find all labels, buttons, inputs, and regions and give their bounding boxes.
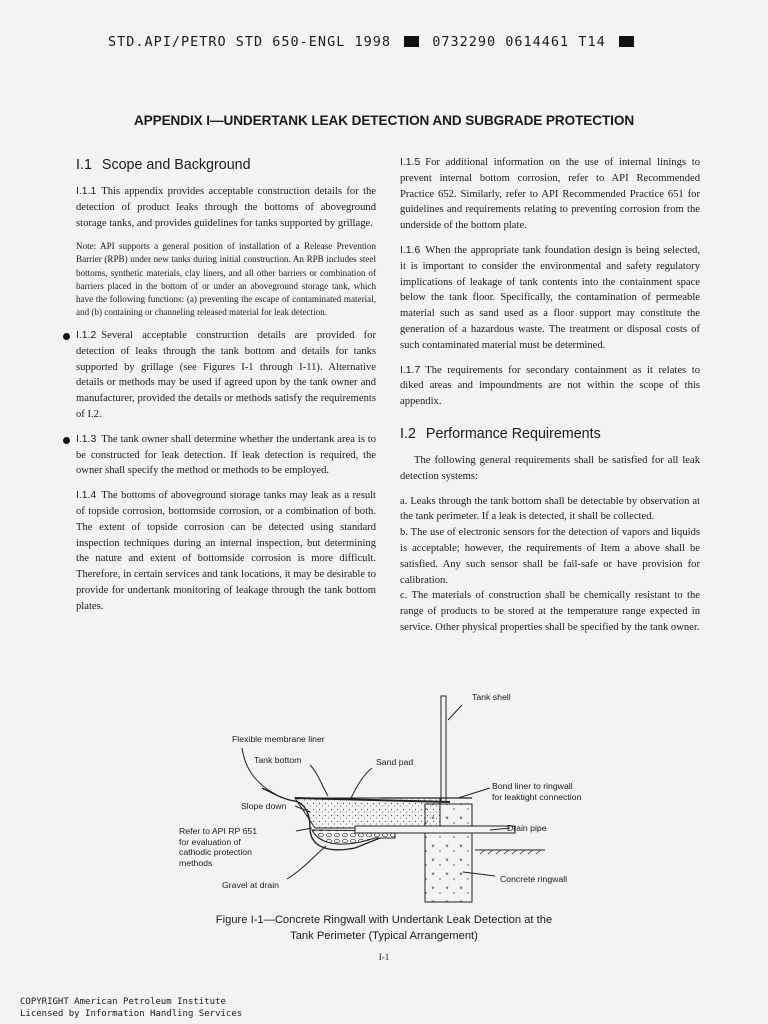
leader-tank-bottom bbox=[310, 765, 328, 796]
label-bond-liner bbox=[492, 781, 581, 802]
label-line: methods bbox=[179, 857, 213, 868]
figure-caption bbox=[0, 912, 768, 944]
paragraph-id: I.1.6 bbox=[400, 244, 421, 256]
footer-line: Licensed by Information Handling Services bbox=[20, 1008, 243, 1019]
paragraph-i-1-7 bbox=[400, 363, 700, 410]
leader-gravel bbox=[287, 846, 326, 879]
paragraph-i-1-4 bbox=[76, 488, 376, 614]
paragraph-text: Several acceptable construction details are provided for detection of leaks through the tank bottom and details for tanks supported by grillage (see Figures I-1 through I-11). Alternative details or methods may be used if agreed upon by the tank owner and manufacturer, provided the details or methods satisfy the requirements of I.2. bbox=[76, 329, 376, 420]
concrete-ringwall-block bbox=[425, 804, 472, 902]
label-refer-api bbox=[179, 826, 257, 868]
paragraph-text: This appendix provides acceptable construction details for the detection of product leaks through the bottoms of aboveground storage tanks, and provides guidelines for tanks supported by grillage. bbox=[76, 186, 376, 229]
figure-i-1 bbox=[150, 688, 610, 903]
paragraph-text: The requirements for secondary containment as it relates to diked areas and impoundments are not within the scope of this appendix. bbox=[400, 364, 700, 408]
header-block-mark bbox=[404, 36, 419, 47]
section-title: Scope and Background bbox=[101, 157, 251, 173]
paragraph-id: I.1.2 bbox=[76, 329, 97, 341]
section-number: I.2 bbox=[400, 425, 416, 442]
paragraph-i-1-3 bbox=[76, 432, 376, 479]
section-heading-scope bbox=[76, 155, 376, 175]
page-number: I-1 bbox=[378, 952, 390, 962]
paragraph-i-1-2 bbox=[76, 328, 376, 423]
leader-sand-pad bbox=[350, 768, 372, 800]
requirement-a: a. Leaks through the tank bottom shall be detectable by observation at the tank perimeter. If a leak is detected, it shall be collected. bbox=[400, 495, 700, 523]
footer-line: COPYRIGHT American Petroleum Institute bbox=[20, 997, 226, 1007]
paragraph-id: I.1.7 bbox=[400, 364, 421, 376]
requirement-c: c. The materials of construction shall be chemically resistant to the range of products to be stored at the temperature range expected in service. Other physical properties shall be specified by the tank owner. bbox=[400, 590, 700, 633]
paragraph-id: I.1.4 bbox=[76, 490, 97, 502]
label-line: Refer to API RP 651 bbox=[179, 826, 258, 836]
paragraph-i-1-1 bbox=[76, 184, 376, 231]
paragraph-id: I.1.3 bbox=[76, 433, 97, 445]
change-bullet bbox=[63, 437, 70, 444]
section-heading-performance bbox=[400, 424, 700, 444]
label-concrete-ringwall: Concrete ringwall bbox=[500, 874, 568, 884]
paragraph-text: The tank owner shall determine whether the undertank area is to be constructed for leak detection. If leak detection is required, the owner shall specify the method or methods to be employed. bbox=[76, 433, 376, 477]
sand-pad-fill bbox=[295, 798, 440, 828]
requirement-b: b. The use of electronic sensors for the detection of vapors and liquids is acceptable; however, the requirements of Item a above shall be satisfied. Any such sensor shall be fail-safe or have provision for calibration. bbox=[400, 527, 700, 586]
paragraph-i-1-6 bbox=[400, 243, 700, 354]
label-flexible-membrane: Flexible membrane liner bbox=[232, 734, 325, 744]
caption-line: Tank Perimeter (Typical Arrangement) bbox=[290, 930, 478, 942]
right-column bbox=[400, 155, 700, 636]
left-column bbox=[76, 155, 376, 624]
label-line: cathodic protection bbox=[179, 847, 252, 857]
requirements-intro: The following general requirements shall be satisfied for all leak detection systems: bbox=[400, 454, 700, 482]
header-code-suffix: T14 bbox=[578, 34, 606, 50]
copyright-footer bbox=[20, 997, 242, 1020]
section-number: I.1 bbox=[76, 157, 92, 173]
caption-line: Figure I-1—Concrete Ringwall with Undertank Leak Detection at the bbox=[215, 914, 553, 926]
label-line: for evaluation of bbox=[179, 836, 241, 847]
paragraph-text: For additional information on the use of internal linings to prevent internal bottom corrosion, refer to API Recommended Practice 652. Similarly, refer to API Recommended Practice 651 for guidelines and requirements relating to preventing corrosion from the underside of the bottom plate. bbox=[400, 157, 700, 232]
label-sand-pad: Sand pad bbox=[376, 757, 414, 767]
leader-bond-liner bbox=[458, 788, 490, 798]
label-drain-pipe: Drain pipe bbox=[507, 823, 547, 833]
paragraph-i-1-5 bbox=[400, 155, 700, 234]
header-block-mark bbox=[619, 36, 634, 47]
label-line: for leaktight connection bbox=[492, 791, 582, 802]
header-code: 0732290 0614461 bbox=[432, 34, 570, 50]
label-gravel: Gravel at drain bbox=[222, 880, 279, 890]
label-line: Bond liner to ringwall bbox=[492, 781, 573, 791]
running-header bbox=[108, 34, 638, 50]
tank-shell-plate bbox=[441, 696, 446, 802]
label-slope-down: Slope down bbox=[241, 801, 287, 811]
label-tank-bottom: Tank bottom bbox=[254, 755, 302, 765]
paragraph-id: I.1.1 bbox=[76, 186, 97, 197]
appendix-title: APPENDIX I—UNDERTANK LEAK DETECTION AND SUBGRADE PROTECTION bbox=[133, 113, 635, 128]
leader-tank-shell bbox=[448, 705, 462, 720]
paragraph-text: The bottoms of aboveground storage tanks may leak as a result of topside corrosion, bottomside corrosion, or a combination of both. The extent of topside corrosion can be detected using standard inspection techniques during an internal inspection, but determining the nature and extent of bottomside corrosion is more difficult. Therefore, in certain services and tank locations, it may be desirable to provide for undertank monitoring of leakage through the tank bottom plates. bbox=[76, 490, 376, 612]
section-title: Performance Requirements bbox=[425, 425, 601, 442]
ground-hatch bbox=[480, 850, 541, 854]
paragraph-text: When the appropriate tank foundation design is being selected, it is important to consider the environmental and safety regulatory implications of leakage of tank contents into the containment space below the tank floor. Specifically, the contamination of permeable material such as sand used as a floor support may constitute the generation of a hazardous waste. The treatment or disposal costs of such contaminated material must be determined. bbox=[400, 244, 700, 351]
note-paragraph: Note: API supports a general position of installation of a Release Prevention Barrier (RPB) under new tanks during initial construction. An RPB includes steel bottoms, synthetic materials, clay liners, and all other barriers or combination of barriers placed in the bottom of or under an aboveground storage tank, which have the following functions: (a) preventing the escape of contaminated material, and (b) containing or channeling released material for leak detection. bbox=[76, 241, 376, 317]
paragraph-id: I.1.5 bbox=[400, 157, 421, 168]
label-tank-shell: Tank shell bbox=[472, 692, 511, 702]
header-standard: STD.API/PETRO STD 650-ENGL 1998 bbox=[108, 34, 391, 50]
change-bullet bbox=[63, 333, 70, 340]
